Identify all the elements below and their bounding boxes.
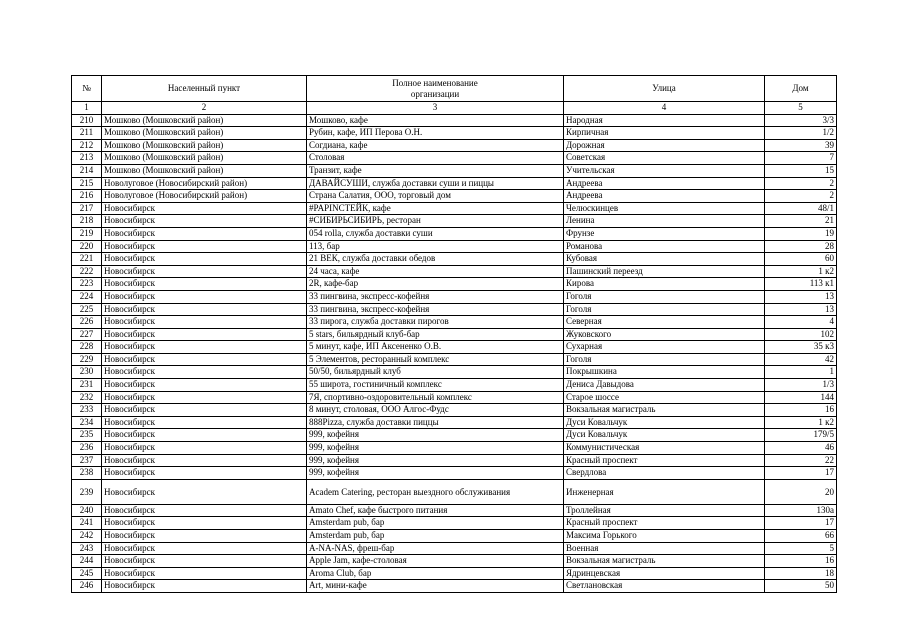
row-number: 244: [72, 555, 102, 568]
street-cell: Гоголя: [564, 290, 765, 303]
row-number: 218: [72, 215, 102, 228]
locality-cell: Новосибирск: [102, 416, 307, 429]
row-number: 239: [72, 479, 102, 504]
street-cell: Ядринцевская: [564, 567, 765, 580]
street-cell: Жуковского: [564, 328, 765, 341]
locality-cell: Новолуговое (Новосибирский район): [102, 177, 307, 190]
row-number: 241: [72, 517, 102, 530]
street-cell: Красный проспект: [564, 517, 765, 530]
locality-cell: Новосибирск: [102, 202, 307, 215]
table-row: [72, 202, 837, 215]
house-cell: 17: [765, 467, 837, 480]
locality-cell: Новосибирск: [102, 290, 307, 303]
table-row: [72, 227, 837, 240]
row-number: 211: [72, 127, 102, 140]
street-cell: Дуси Ковальчук: [564, 416, 765, 429]
header-house: Дом: [765, 76, 837, 102]
column-number: 5: [765, 102, 837, 115]
row-number: 225: [72, 303, 102, 316]
row-number: 210: [72, 114, 102, 127]
organization-cell: 113, бар: [307, 240, 564, 253]
street-cell: Дениса Давыдова: [564, 379, 765, 392]
header-organization: [307, 76, 564, 102]
house-cell: 1 к2: [765, 416, 837, 429]
organization-cell: 999, кофейня: [307, 429, 564, 442]
house-cell: 4: [765, 316, 837, 329]
house-cell: 15: [765, 164, 837, 177]
table-row: [72, 429, 837, 442]
table-row: [72, 416, 837, 429]
header-locality: Населенный пункт: [102, 76, 307, 102]
table-row: [72, 391, 837, 404]
street-cell: Покрышкина: [564, 366, 765, 379]
house-cell: 35 к3: [765, 341, 837, 354]
street-cell: Советская: [564, 152, 765, 165]
organization-cell: Aroma Club, бар: [307, 567, 564, 580]
table-row: [72, 278, 837, 291]
table-row: [72, 404, 837, 417]
column-number: 3: [307, 102, 564, 115]
street-cell: Инженерная: [564, 479, 765, 504]
locality-cell: Новосибирск: [102, 328, 307, 341]
row-number: 215: [72, 177, 102, 190]
locality-cell: Новосибирск: [102, 316, 307, 329]
row-number: 233: [72, 404, 102, 417]
organization-cell: 5 stars, бильярдный клуб-бар: [307, 328, 564, 341]
organization-cell: Страна Салатия, ООО, торговый дом: [307, 190, 564, 203]
house-cell: 16: [765, 404, 837, 417]
organization-cell: Транзит, кафе: [307, 164, 564, 177]
locality-cell: Новосибирск: [102, 353, 307, 366]
column-number: 2: [102, 102, 307, 115]
column-number: 1: [72, 102, 102, 115]
table-row: [72, 127, 837, 140]
street-cell: Народная: [564, 114, 765, 127]
house-cell: 144: [765, 391, 837, 404]
street-cell: Военная: [564, 542, 765, 555]
organization-cell: 8 минут, столовая, ООО Алгос-Фудс: [307, 404, 564, 417]
table-row: [72, 139, 837, 152]
locality-cell: Мошково (Мошковский район): [102, 139, 307, 152]
row-number: 245: [72, 567, 102, 580]
locality-cell: Мошково (Мошковский район): [102, 127, 307, 140]
header-organization-line1: Полное наименование: [392, 77, 478, 88]
row-number: 221: [72, 253, 102, 266]
house-cell: 48/1: [765, 202, 837, 215]
locality-cell: Новосибирск: [102, 530, 307, 543]
table-row: [72, 114, 837, 127]
street-cell: Кирова: [564, 278, 765, 291]
organization-cell: 21 ВЕК, служба доставки обедов: [307, 253, 564, 266]
table-header: [72, 76, 837, 115]
organization-cell: 888Pizza, служба доставки пиццы: [307, 416, 564, 429]
organization-cell: 33 пингвина, экспресс-кофейня: [307, 290, 564, 303]
locality-cell: Новосибирск: [102, 391, 307, 404]
house-cell: 19: [765, 227, 837, 240]
row-number: 217: [72, 202, 102, 215]
house-cell: 16: [765, 555, 837, 568]
house-cell: 3/3: [765, 114, 837, 127]
organization-cell: #СИБИРЬСИБИРЬ, ресторан: [307, 215, 564, 228]
house-cell: 39: [765, 139, 837, 152]
row-number: 242: [72, 530, 102, 543]
organization-cell: Рубин, кафе, ИП Перова О.Н.: [307, 127, 564, 140]
street-cell: Красный проспект: [564, 454, 765, 467]
table-row: [72, 328, 837, 341]
organization-cell: Мошково, кафе: [307, 114, 564, 127]
locality-cell: Новосибирск: [102, 429, 307, 442]
table-row: [72, 517, 837, 530]
street-cell: Максима Горького: [564, 530, 765, 543]
locality-cell: Новосибирск: [102, 479, 307, 504]
row-number: 213: [72, 152, 102, 165]
row-number: 223: [72, 278, 102, 291]
organizations-table: [71, 75, 837, 593]
organization-cell: 55 широта, гостиничный комплекс: [307, 379, 564, 392]
header-row: [72, 76, 837, 102]
street-cell: Ленина: [564, 215, 765, 228]
house-cell: 1 к2: [765, 265, 837, 278]
house-cell: 7: [765, 152, 837, 165]
street-cell: Северная: [564, 316, 765, 329]
row-number: 237: [72, 454, 102, 467]
street-cell: Кубовая: [564, 253, 765, 266]
street-cell: Андреева: [564, 190, 765, 203]
house-cell: 17: [765, 517, 837, 530]
house-cell: 1/2: [765, 127, 837, 140]
locality-cell: Новосибирск: [102, 504, 307, 517]
locality-cell: Новосибирск: [102, 542, 307, 555]
header-num: №: [72, 76, 102, 102]
header-organization-line2: организации: [410, 88, 460, 99]
locality-cell: Мошково (Мошковский район): [102, 152, 307, 165]
street-cell: Пашинский переезд: [564, 265, 765, 278]
organization-cell: A-NA-NAS, фреш-бар: [307, 542, 564, 555]
organization-cell: #PAPINСТЕЙК, кафе: [307, 202, 564, 215]
table-row: [72, 164, 837, 177]
street-cell: Светлановская: [564, 580, 765, 593]
street-cell: Свердлова: [564, 467, 765, 480]
row-number: 219: [72, 227, 102, 240]
house-cell: 113 к1: [765, 278, 837, 291]
locality-cell: Новосибирск: [102, 442, 307, 455]
table-row: [72, 580, 837, 593]
organization-cell: Столовая: [307, 152, 564, 165]
table-row: [72, 454, 837, 467]
street-cell: Кирпичная: [564, 127, 765, 140]
row-number: 231: [72, 379, 102, 392]
row-number: 220: [72, 240, 102, 253]
street-cell: Гоголя: [564, 303, 765, 316]
table-row: [72, 303, 837, 316]
house-cell: 42: [765, 353, 837, 366]
row-number: 236: [72, 442, 102, 455]
organization-cell: 7Я, спортивно-оздоровительный комплекс: [307, 391, 564, 404]
table-row: [72, 567, 837, 580]
street-cell: Старое шоссе: [564, 391, 765, 404]
locality-cell: Новосибирск: [102, 303, 307, 316]
street-cell: Учительская: [564, 164, 765, 177]
row-number: 228: [72, 341, 102, 354]
house-cell: 1/3: [765, 379, 837, 392]
table-row: [72, 479, 837, 504]
table-row: [72, 215, 837, 228]
locality-cell: Новосибирск: [102, 555, 307, 568]
table-row: [72, 316, 837, 329]
row-number: 226: [72, 316, 102, 329]
locality-cell: Новосибирск: [102, 580, 307, 593]
organization-cell: Amsterdam pub, бар: [307, 517, 564, 530]
locality-cell: Новосибирск: [102, 517, 307, 530]
table-row: [72, 467, 837, 480]
house-cell: 130а: [765, 504, 837, 517]
locality-cell: Новосибирск: [102, 467, 307, 480]
table-row: [72, 542, 837, 555]
locality-cell: Новосибирск: [102, 366, 307, 379]
organization-cell: 999, кофейня: [307, 442, 564, 455]
table-row: [72, 366, 837, 379]
street-cell: Дуси Ковальчук: [564, 429, 765, 442]
organization-cell: 054 rolla, служба доставки суши: [307, 227, 564, 240]
table-row: [72, 290, 837, 303]
street-cell: Фрунзе: [564, 227, 765, 240]
organization-cell: Amsterdam pub, бар: [307, 530, 564, 543]
house-cell: 2: [765, 190, 837, 203]
house-cell: 13: [765, 290, 837, 303]
street-cell: Романова: [564, 240, 765, 253]
locality-cell: Новосибирск: [102, 265, 307, 278]
organization-cell: 33 пингвина, экспресс-кофейня: [307, 303, 564, 316]
locality-cell: Новосибирск: [102, 227, 307, 240]
house-cell: 18: [765, 567, 837, 580]
row-number: 238: [72, 467, 102, 480]
locality-cell: Новосибирск: [102, 253, 307, 266]
table-row: [72, 353, 837, 366]
house-cell: 60: [765, 253, 837, 266]
organization-cell: ДАВАЙСУШИ, служба доставки суши и пиццы: [307, 177, 564, 190]
organization-cell: Apple Jam, кафе-столовая: [307, 555, 564, 568]
house-cell: 21: [765, 215, 837, 228]
row-number: 235: [72, 429, 102, 442]
locality-cell: Новосибирск: [102, 341, 307, 354]
row-number: 243: [72, 542, 102, 555]
street-cell: Гоголя: [564, 353, 765, 366]
table-row: [72, 504, 837, 517]
row-number: 214: [72, 164, 102, 177]
street-cell: Троллейная: [564, 504, 765, 517]
table-row: [72, 190, 837, 203]
organization-cell: 999, кофейня: [307, 467, 564, 480]
organization-cell: Academ Catering, ресторан выездного обслуживания: [307, 479, 564, 504]
house-cell: 179/5: [765, 429, 837, 442]
street-cell: Коммунистическая: [564, 442, 765, 455]
table-body: [72, 114, 837, 592]
row-number: 230: [72, 366, 102, 379]
house-cell: 102: [765, 328, 837, 341]
locality-cell: Новолуговое (Новосибирский район): [102, 190, 307, 203]
table-row: [72, 177, 837, 190]
table-row: [72, 152, 837, 165]
organization-cell: 5 Элементов, ресторанный комплекс: [307, 353, 564, 366]
organization-cell: 5 минут, кафе, ИП Аксененко О.В.: [307, 341, 564, 354]
column-number-row: [72, 102, 837, 115]
row-number: 246: [72, 580, 102, 593]
row-number: 229: [72, 353, 102, 366]
row-number: 227: [72, 328, 102, 341]
locality-cell: Новосибирск: [102, 379, 307, 392]
locality-cell: Мошково (Мошковский район): [102, 164, 307, 177]
street-cell: Андреева: [564, 177, 765, 190]
house-cell: 46: [765, 442, 837, 455]
house-cell: 1: [765, 366, 837, 379]
house-cell: 50: [765, 580, 837, 593]
column-number: 4: [564, 102, 765, 115]
organization-cell: 50/50, бильярдный клуб: [307, 366, 564, 379]
street-cell: Вокзальная магистраль: [564, 404, 765, 417]
organization-cell: 999, кофейня: [307, 454, 564, 467]
house-cell: 5: [765, 542, 837, 555]
row-number: 240: [72, 504, 102, 517]
house-cell: 66: [765, 530, 837, 543]
table-row: [72, 240, 837, 253]
street-cell: Вокзальная магистраль: [564, 555, 765, 568]
table-row: [72, 530, 837, 543]
organization-cell: 2R, кафе-бар: [307, 278, 564, 291]
house-cell: 2: [765, 177, 837, 190]
row-number: 216: [72, 190, 102, 203]
row-number: 234: [72, 416, 102, 429]
house-cell: 22: [765, 454, 837, 467]
table-row: [72, 265, 837, 278]
street-cell: Сухарная: [564, 341, 765, 354]
table-row: [72, 253, 837, 266]
organization-cell: Art, мини-кафе: [307, 580, 564, 593]
locality-cell: Новосибирск: [102, 240, 307, 253]
organization-cell: 24 часа, кафе: [307, 265, 564, 278]
house-cell: 20: [765, 479, 837, 504]
organization-cell: Amato Chef, кафе быстрого питания: [307, 504, 564, 517]
table-row: [72, 442, 837, 455]
locality-cell: Новосибирск: [102, 454, 307, 467]
row-number: 232: [72, 391, 102, 404]
house-cell: 13: [765, 303, 837, 316]
locality-cell: Мошково (Мошковский район): [102, 114, 307, 127]
street-cell: Челюскинцев: [564, 202, 765, 215]
row-number: 224: [72, 290, 102, 303]
table-row: [72, 555, 837, 568]
table-row: [72, 341, 837, 354]
locality-cell: Новосибирск: [102, 278, 307, 291]
street-cell: Дорожная: [564, 139, 765, 152]
row-number: 222: [72, 265, 102, 278]
locality-cell: Новосибирск: [102, 215, 307, 228]
organization-cell: Согдиана, кафе: [307, 139, 564, 152]
locality-cell: Новосибирск: [102, 404, 307, 417]
header-street: Улица: [564, 76, 765, 102]
organization-cell: 33 пирога, служба доставки пирогов: [307, 316, 564, 329]
locality-cell: Новосибирск: [102, 567, 307, 580]
row-number: 212: [72, 139, 102, 152]
house-cell: 28: [765, 240, 837, 253]
table-row: [72, 379, 837, 392]
